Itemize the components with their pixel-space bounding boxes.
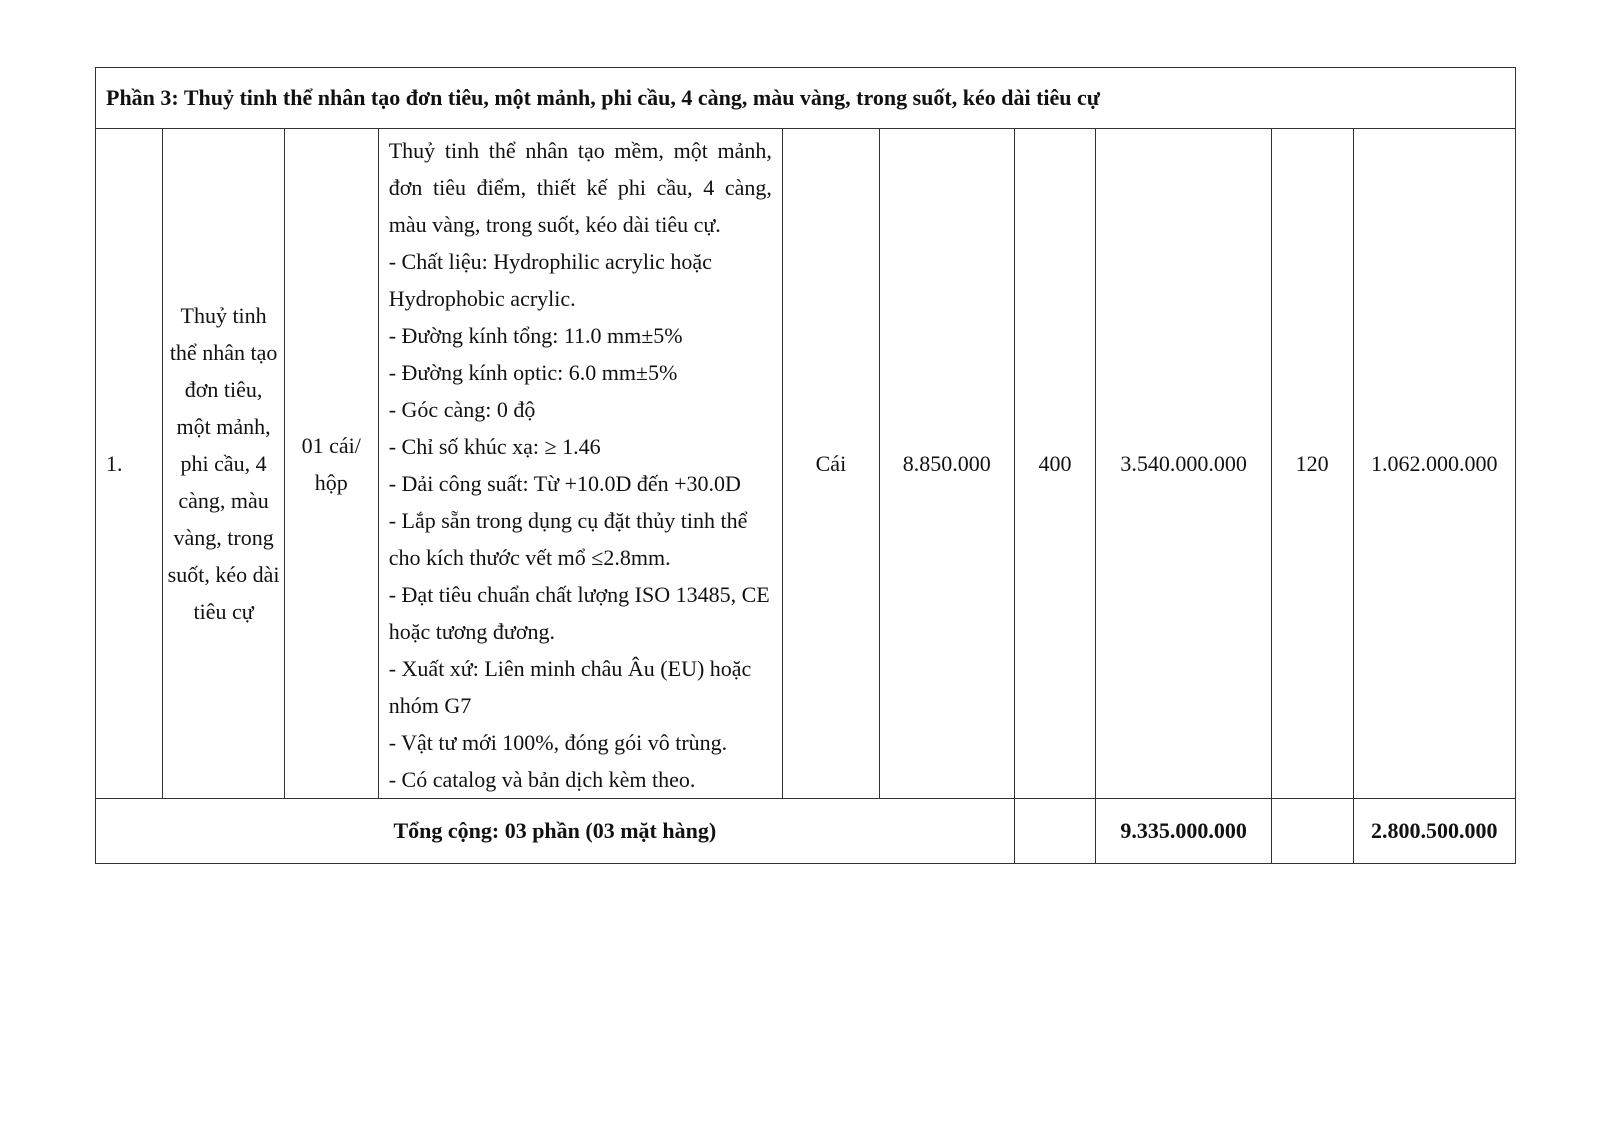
spec-line: - Xuất xứ: Liên minh châu Âu (EU) hoặc nhóm G7 xyxy=(388,656,752,718)
spec-line: - Vật tư mới 100%, đóng gói vô trùng. xyxy=(388,730,728,755)
item-packaging: 01 cái/ hộp xyxy=(284,129,378,799)
table-row xyxy=(96,129,1516,799)
spec-line: - Dải công suất: Từ +10.0D đến +30.0D xyxy=(388,471,741,496)
item-name: Thuỷ tinh thể nhân tạo đơn tiêu, một mảnh, phi cầu, 4 càng, màu vàng, trong suốt, kéo dài tiêu cự xyxy=(163,129,284,799)
spec-line: - Đường kính optic: 6.0 mm±5% xyxy=(388,360,678,385)
spec-line: - Lắp sẵn trong dụng cụ đặt thủy tinh thể cho kích thước vết mổ ≤2.8mm. xyxy=(388,508,748,570)
total-amount: 9.335.000.000 xyxy=(1096,799,1272,864)
total-empty-cell xyxy=(1271,799,1353,864)
item-quantity-2: 120 xyxy=(1271,129,1353,799)
item-amount-2: 1.062.000.000 xyxy=(1353,129,1516,799)
spec-line: - Góc càng: 0 độ xyxy=(388,397,536,422)
spec-line: - Đạt tiêu chuẩn chất lượng ISO 13485, CE hoặc tương đương. xyxy=(388,582,770,644)
spec-line: - Có catalog và bản dịch kèm theo. xyxy=(388,767,696,792)
section-title: Phần 3: Thuỷ tinh thể nhân tạo đơn tiêu, một mảnh, phi cầu, 4 càng, màu vàng, trong suốt, kéo dài tiêu cự xyxy=(96,68,1516,129)
item-unit: Cái xyxy=(782,129,879,799)
spec-line: - Chất liệu: Hydrophilic acrylic hoặc Hydrophobic acrylic. xyxy=(388,249,712,311)
spec-line: - Chỉ số khúc xạ: ≥ 1.46 xyxy=(388,434,601,459)
total-amount-2: 2.800.500.000 xyxy=(1353,799,1516,864)
total-row xyxy=(96,799,1516,864)
spec-intro: Thuỷ tinh thể nhân tạo mềm, một mảnh, đơn tiêu điểm, thiết kế phi cầu, 4 càng, màu vàng, trong suốt, kéo dài tiêu cự. xyxy=(388,138,772,237)
item-amount: 3.540.000.000 xyxy=(1096,129,1272,799)
procurement-table xyxy=(95,67,1516,864)
total-empty-cell xyxy=(1014,799,1096,864)
total-label: Tổng cộng: 03 phần (03 mặt hàng) xyxy=(96,799,1015,864)
row-number: 1. xyxy=(96,129,163,799)
item-specification xyxy=(378,129,782,799)
item-quantity: 400 xyxy=(1014,129,1096,799)
spec-line: - Đường kính tổng: 11.0 mm±5% xyxy=(388,323,683,348)
item-unit-price: 8.850.000 xyxy=(879,129,1014,799)
section-header-row xyxy=(96,68,1516,129)
